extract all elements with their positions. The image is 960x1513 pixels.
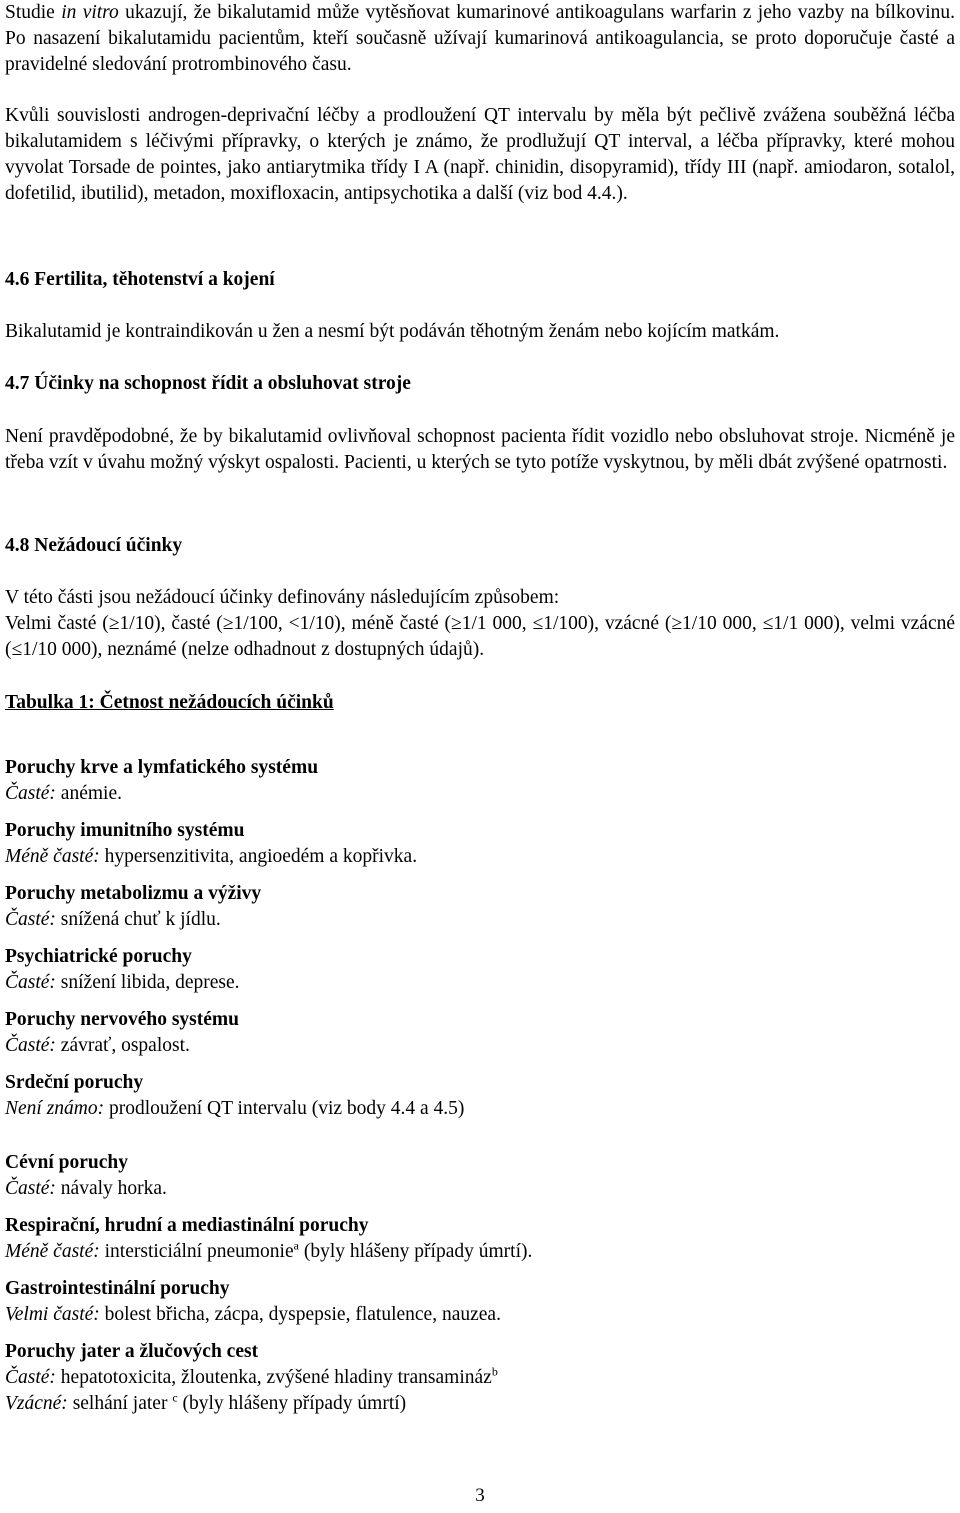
soc-text: (byly hlášeny případy úmrtí). [298, 1241, 533, 1262]
soc-block-nervous [5, 1007, 239, 1059]
text: Studie [5, 2, 62, 23]
soc-text: intersticiální pneumonie [99, 1241, 294, 1262]
soc-text: hepatotoxicita, žloutenka, zvýšené hladiny transamináz [55, 1367, 492, 1388]
paragraph-qt-interval [5, 103, 955, 207]
table-title: Tabulka 1: Četnost nežádoucích účinků [5, 692, 334, 713]
soc-block-cardiac [5, 1070, 464, 1122]
soc-title: Poruchy metabolizmu a výživy [5, 883, 262, 904]
soc-line [5, 1391, 498, 1417]
text: Kvůli souvislosti androgen-deprivační léčby a prodloužení QT intervalu by měla být pečlivě zvážena souběžná léčba bikalutamidem s léčivými přípravky, o kterých je známo, že prodlužují QT interval, a léčba přípravky, které mohou vyvolat Torsade de pointes, jako antiarytmika třídy I A (např. chinidin, disopyramid), třídy III (např. amiodaron, sotalol, dofetilid, ibutilid), metadon, moxifloxacin, antipsychotika a další (viz bod 4.4.). [5, 105, 955, 204]
soc-text: (byly hlášeny případy úmrtí) [177, 1393, 407, 1414]
soc-line [5, 1033, 239, 1059]
text-italic: in vitro [61, 2, 119, 23]
section-heading-4-7: 4.7 Účinky na schopnost řídit a obsluhovat stroje [5, 373, 411, 394]
frequency-label: Časté: [5, 972, 56, 993]
frequency-label: Časté: [5, 1035, 56, 1056]
frequency-label: Méně časté: [5, 1241, 100, 1262]
soc-text: prodloužení QT intervalu (viz body 4.4 a 4.5) [104, 1098, 465, 1119]
soc-text: snížená chuť k jídlu. [55, 909, 221, 930]
soc-title: Poruchy nervového systému [5, 1009, 239, 1030]
paragraph-fertility: Bikalutamid je kontraindikován u žen a nesmí být podáván těhotným ženám nebo kojícím matkám. [5, 321, 780, 342]
paragraph-driving: Není pravděpodobné, že by bikalutamid ovlivňoval schopnost pacienta řídit vozidlo nebo obsluhovat stroje. Nicméně je třeba vzít v úvahu možný výskyt ospalosti. Pacienti, u kterých se tyto potíže vyskytnou, by měli dbát zvýšené opatrnosti. [5, 426, 955, 473]
soc-text: snížení libida, deprese. [55, 972, 240, 993]
soc-line [5, 1239, 532, 1265]
frequency-label: Vzácné: [5, 1393, 68, 1414]
soc-line [5, 970, 240, 996]
soc-block-psychiatric [5, 944, 240, 996]
frequency-label: Časté: [5, 783, 56, 804]
footnote-marker: a [293, 1238, 299, 1253]
soc-title: Cévní poruchy [5, 1152, 128, 1173]
soc-title: Poruchy jater a žlučových cest [5, 1341, 259, 1362]
soc-block-respiratory [5, 1213, 532, 1265]
text: ukazují, že bikalutamid může vytěsňovat kumarinové antikoagulans warfarin z jeho vazby na bílkovinu. Po nasazení bikalutamidu pacientům, kteří současně užívají kumarinová antikoagulancia, se proto doporučuje časté a pravidelné sledování protrombinového času. [5, 2, 956, 75]
soc-block-immune [5, 818, 417, 870]
soc-block-hepatobiliary [5, 1339, 498, 1417]
section-heading-4-6: 4.6 Fertilita, těhotenství a kojení [5, 269, 275, 290]
paragraph-frequency-intro: V této části jsou nežádoucí účinky definovány následujícím způsobem: [5, 587, 560, 608]
footnote-marker: b [491, 1364, 498, 1379]
soc-text: návaly horka. [55, 1178, 167, 1199]
soc-text: bolest břicha, zácpa, dyspepsie, flatulence, nauzea. [99, 1304, 501, 1325]
frequency-label: Časté: [5, 1178, 56, 1199]
frequency-label: Časté: [5, 1367, 56, 1388]
frequency-label: Velmi časté: [5, 1304, 100, 1325]
soc-line [5, 781, 318, 807]
soc-line [5, 844, 417, 870]
soc-line [5, 907, 261, 933]
frequency-label: Časté: [5, 909, 56, 930]
footnote-marker: c [172, 1390, 178, 1405]
frequency-label: Méně časté: [5, 846, 100, 867]
soc-block-blood [5, 755, 318, 807]
page-number: 3 [475, 1485, 485, 1506]
paragraph-frequency-definitions: Velmi časté (≥1/10), časté (≥1/100, <1/10), méně časté (≥1/1 000, ≤1/100), vzácné (≥1/10 000, ≤1/1 000), velmi vzácné (≤1/10 000), neznámé (nelze odhadnout z dostupných údajů). [5, 613, 955, 660]
soc-line [5, 1096, 464, 1122]
soc-block-metabolism [5, 881, 261, 933]
soc-text: selhání jater [67, 1393, 173, 1414]
soc-text: závrať, ospalost. [55, 1035, 190, 1056]
soc-block-gastrointestinal [5, 1276, 501, 1328]
soc-title: Poruchy krve a lymfatického systému [5, 757, 319, 778]
soc-title: Gastrointestinální poruchy [5, 1278, 230, 1299]
soc-line [5, 1365, 498, 1391]
soc-block-vascular [5, 1150, 167, 1202]
paragraph-warfarin [5, 0, 955, 78]
soc-title: Poruchy imunitního systému [5, 820, 245, 841]
frequency-label: Není známo: [5, 1098, 105, 1119]
soc-text: anémie. [55, 783, 122, 804]
soc-title: Psychiatrické poruchy [5, 946, 192, 967]
soc-title: Srdeční poruchy [5, 1072, 144, 1093]
soc-line [5, 1302, 501, 1328]
soc-text: hypersenzitivita, angioedém a kopřivka. [99, 846, 418, 867]
section-heading-4-8: 4.8 Nežádoucí účinky [5, 535, 183, 556]
soc-title: Respirační, hrudní a mediastinální poruchy [5, 1215, 369, 1236]
soc-line [5, 1176, 167, 1202]
